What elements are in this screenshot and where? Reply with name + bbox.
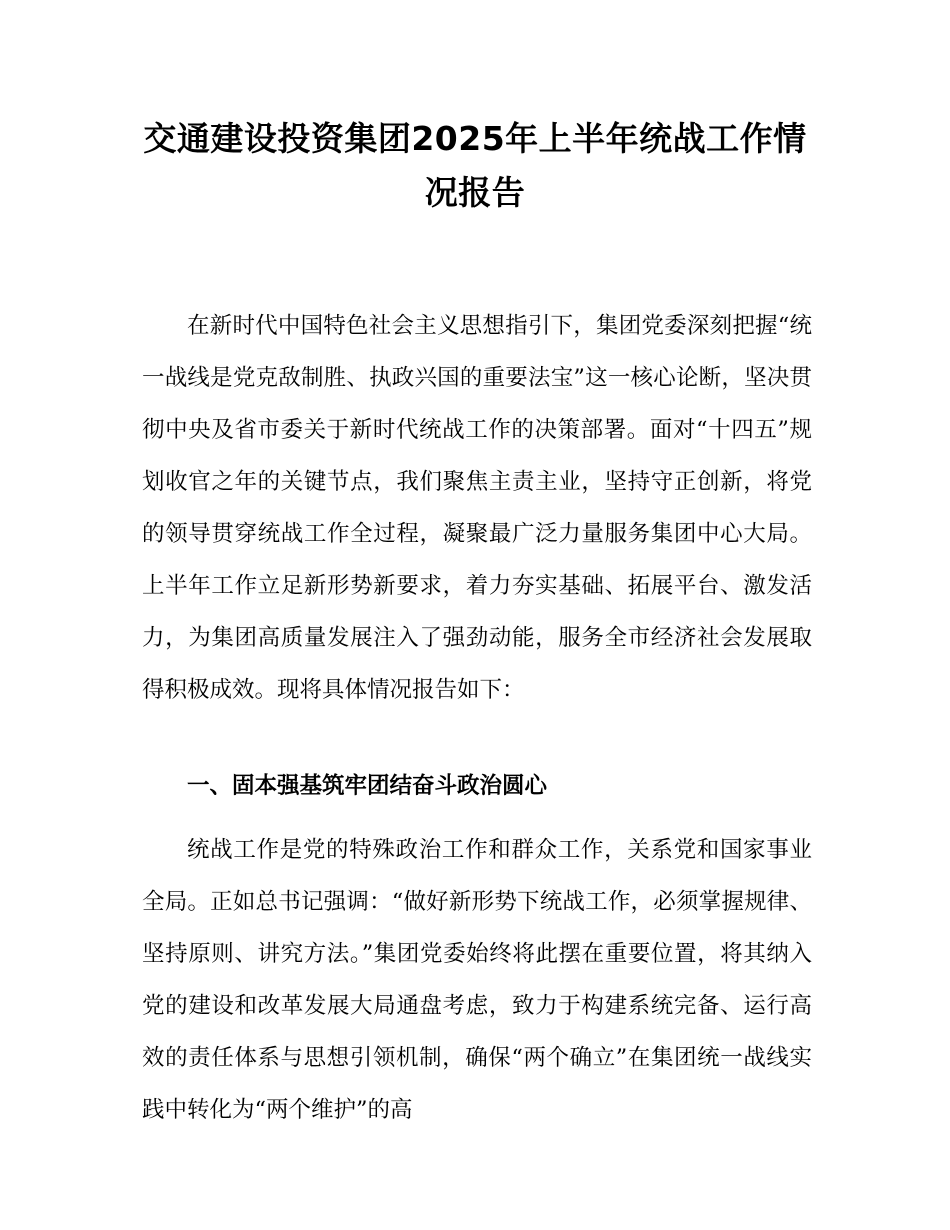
section-1-paragraph: 统战工作是党的特殊政治工作和群众工作，关系党和国家事业全局。正如总书记强调：“做好新形势下统战工作，必须掌握规律、坚持原则、讲究方法。”集团党委始终将此摆在重要位置，将其纳入党的建设和改革发展大局通盘考虑，致力于构建系统完备、运行高效的责任体系与思想引领机制，确保“两个确立”在集团统一战线实践中转化为“两个维护”的高 xyxy=(142,837,812,1123)
intro-paragraph: 在新时代中国特色社会主义思想指引下，集团党委深刻把握“统一战线是党克敌制胜、执政兴国的重要法宝”这一核心论断，坚决贯彻中央及省市委关于新时代统战工作的决策部署。面对“十四五”规划收官之年的关键节点，我们聚焦主责主业，坚持守正创新，将党的领导贯穿统战工作全过程，凝聚最广泛力量服务集团中心大局。上半年工作立足新形势新要求，着力夯实基础、拓展平台、激发活力，为集团高质量发展注入了强劲动能，服务全市经济社会发展取得积极成效。现将具体情况报告如下： xyxy=(142,313,812,703)
section-heading-1: 一、固本强基筑牢团结奋斗政治圆心 xyxy=(187,773,548,799)
document-title-line-1: 交通建设投资集团2025年上半年统战工作情 xyxy=(143,119,807,158)
document-title-line-2: 况报告 xyxy=(424,173,526,212)
